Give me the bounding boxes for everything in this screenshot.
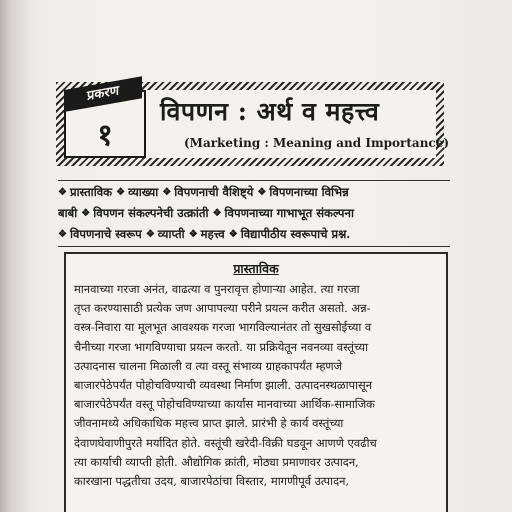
topic-line	[58, 180, 450, 203]
topic-list	[58, 180, 450, 247]
introduction-line: कारखाना पद्धतीचा उदय, बाजारपेठांचा विस्तार, मागणीपूर्व उत्पादन,	[74, 473, 350, 488]
introduction-line: देवाणघेवाणीपुरते मर्यादित होते. वस्तूंची खरेदी-विक्री घडवून आणणे एवढीच	[74, 435, 377, 450]
topic-item: विपणनाचे स्वरूप	[69, 227, 146, 241]
topic-line	[58, 203, 450, 224]
introduction-line: बाजारपेठेपर्यंत वस्तू पोहोचविण्याच्या कार्यास मानवाच्या आर्थिक-सामाजिक	[74, 397, 375, 412]
diamond-bullet-icon: ❖	[145, 229, 155, 240]
diamond-bullet-icon: ❖	[212, 208, 222, 219]
introduction-line: त्या कार्याची व्याप्ती होती. औद्योगिक क्रांती, मोठ्या प्रमाणावर उत्पादन,	[74, 454, 359, 469]
chapter-number-box	[64, 83, 146, 158]
diamond-bullet-icon: ❖	[58, 229, 67, 240]
introduction-line: वस्त्र-निवारा या मूलभूत आवश्यक गरजा भागविल्यानंतर तो सुखसोईच्या व	[74, 320, 372, 335]
chapter-subtitle: (Marketing : Meaning and Importance)	[184, 136, 450, 150]
introduction-heading: प्रास्ताविक	[233, 261, 279, 276]
topic-item: बाबी	[58, 206, 82, 220]
diamond-bullet-icon: ❖	[116, 187, 126, 198]
diamond-bullet-icon: ❖	[257, 187, 267, 198]
introduction-line: चैनीच्या गरजा भागविण्याचा प्रयत्न करतो. या प्रक्रियेतून नवनव्या वस्तूंच्या	[74, 339, 369, 354]
diamond-bullet-icon: ❖	[58, 187, 67, 198]
topic-item: विपणनाच्या गाभाभूत संकल्पना	[224, 206, 354, 220]
topic-item: व्याख्या	[128, 185, 163, 199]
page-binding-shadow	[0, 0, 30, 512]
topic-line	[58, 224, 450, 247]
topic-item: विपणनाच्या विभिन्न	[269, 185, 349, 199]
introduction-line: बाजारपेठेपर्यंत पोहोचविण्याची व्यवस्था निर्माण झाली. उत्पादनस्थळापासून	[74, 377, 373, 392]
topic-item: प्रास्ताविक	[69, 185, 117, 199]
diamond-bullet-icon: ❖	[162, 187, 172, 198]
topic-item: महत्त्व	[200, 227, 229, 241]
chapter-banner-inner	[64, 83, 450, 158]
introduction-line: जीवनामध्ये अधिकाधिक महत्त्व प्राप्त झाले. प्रारंभी हे कार्य वस्तूंच्या	[74, 416, 344, 431]
chapter-title: विपणन : अर्थ व महत्त्व	[160, 97, 380, 126]
topic-item: विपणनाची वैशिष्ट्ये	[174, 185, 258, 199]
introduction-line: तृप्त करण्यासाठी प्रत्येक जण आपापल्या परीने प्रयत्न करीत असतो. अन्न-	[74, 301, 371, 316]
diamond-bullet-icon: ❖	[188, 229, 198, 240]
topic-item: विद्यापीठीय स्वरूपाचे प्रश्न.	[240, 227, 351, 241]
introduction-text	[74, 280, 442, 491]
chapter-banner	[56, 82, 450, 166]
chapter-number: १	[97, 118, 113, 153]
introduction-line: मानवाच्या गरजा अनंत, वाढत्या व पुनरावृत्त होणाऱ्या आहेत. त्या गरजा	[74, 282, 360, 296]
diamond-bullet-icon: ❖	[81, 208, 91, 219]
topic-item: विपणन संकल्पनेची उत्क्रांती	[93, 206, 213, 220]
introduction-line: उत्पादनास चालना मिळाली व त्या वस्तू संभाव्य ग्राहकापर्यंत म्हणजे	[74, 358, 343, 373]
introduction-box	[64, 252, 448, 512]
diamond-bullet-icon: ❖	[228, 229, 238, 240]
topic-item: व्याप्ती	[157, 227, 189, 241]
chapter-label: प्रकरण	[64, 76, 142, 112]
